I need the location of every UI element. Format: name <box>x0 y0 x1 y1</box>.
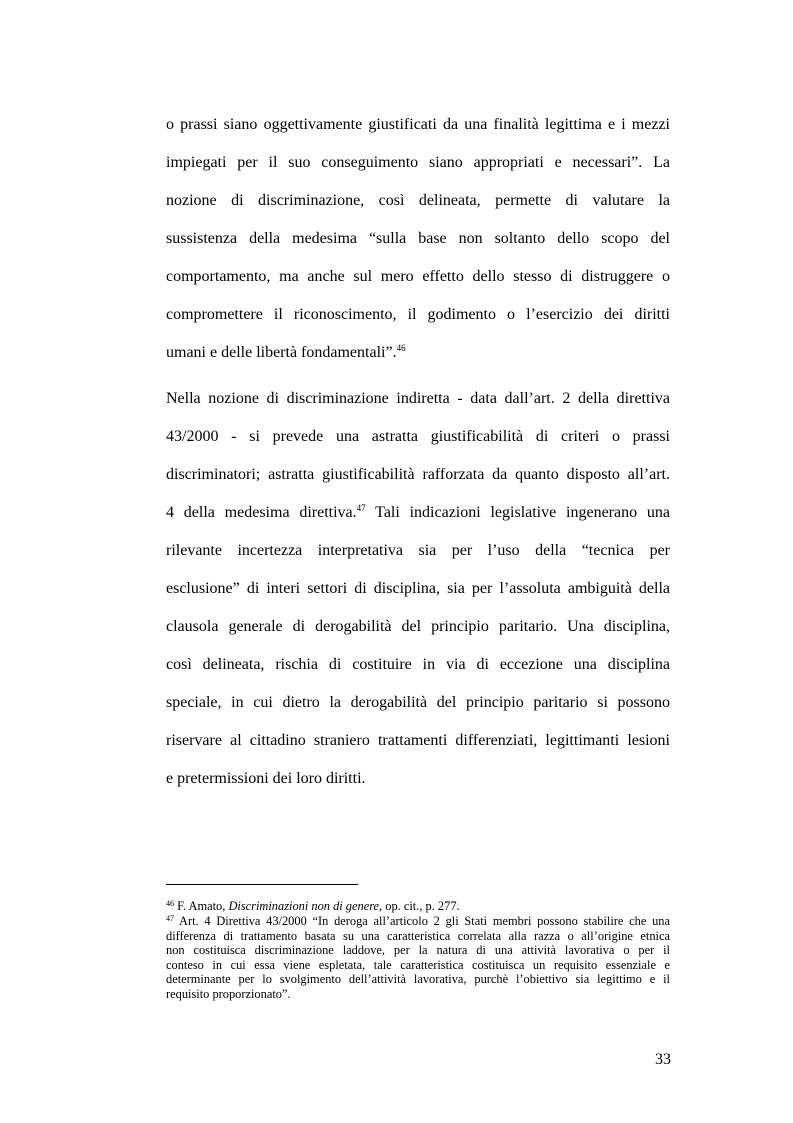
footnote-ref-47[interactable]: 47 <box>356 503 366 513</box>
footnote-ref-46[interactable]: 46 <box>396 343 406 353</box>
text-segment: Tali indicazioni legislative ingenerano una <box>365 504 670 521</box>
text-line: Nella nozione di discriminazione indiretta - data dall’art. 2 della direttiva <box>166 390 670 407</box>
footnote-number: 47 <box>166 914 174 923</box>
text-line: impiegati per il suo conseguimento siano appropriati e necessari”. La <box>166 154 670 171</box>
footnote-line: requisito proporzionato”. <box>166 987 291 1001</box>
text-segment: umani e delle libertà fondamentali”. <box>166 344 397 361</box>
footnote-title: Discriminazioni non di genere, <box>228 899 383 913</box>
footnote-line: conteso in cui essa viene espletata, tale caratteristica costituisca un requisito essenziale e <box>166 957 670 972</box>
footnote-line: differenza di trattamento basata su una caratteristica correlata alla razza o all’origine etnica <box>166 928 670 943</box>
text-line: esclusione” di interi settori di disciplina, sia per l’assoluta ambiguità della <box>166 580 670 597</box>
footnote-line: determinante per lo svolgimento dell’attività lavorativa, purchè l’obiettivo sia legittimo e il <box>166 972 670 987</box>
text-line <box>166 503 670 523</box>
text-line <box>166 343 670 363</box>
text-line: rilevante incertezza interpretativa sia per l’uso della “tecnica per <box>166 542 670 559</box>
text-line: 43/2000 - si prevede una astratta giustificabilità di criteri o prassi <box>166 428 670 445</box>
footnote-separator <box>166 884 358 885</box>
text-line: riservare al cittadino straniero trattamenti differenziati, legittimanti lesioni <box>166 732 670 749</box>
text-line: comportamento, ma anche sul mero effetto dello stesso di distruggere o <box>166 268 670 285</box>
text-line: sussistenza della medesima “sulla base non soltanto dello scopo del <box>166 230 670 247</box>
footnote-46 <box>166 899 670 914</box>
text-segment: 4 della medesima direttiva. <box>166 504 357 521</box>
text-line: o prassi siano oggettivamente giustificati da una finalità legittima e i mezzi <box>166 116 670 133</box>
footnote-text: Art. 4 Direttiva 43/2000 “In deroga all’articolo 2 gli Stati membri possono stabilire che una <box>174 914 670 928</box>
text-line: clausola generale di derogabilità del principio paritario. Una disciplina, <box>166 618 670 635</box>
footnote-author: F. Amato, <box>174 899 229 913</box>
footnote-citation: op. cit., p. 277. <box>382 899 460 913</box>
footnote-line <box>166 914 670 929</box>
text-line: discriminatori; astratta giustificabilità rafforzata da quanto disposto all’art. <box>166 466 670 483</box>
text-line: speciale, in cui dietro la derogabilità del principio paritario si possono <box>166 694 670 711</box>
text-line: e pretermissioni dei loro diritti. <box>166 770 366 787</box>
footnote-line: non costituisca discriminazione laddove, per la natura di una attività lavorativa o per il <box>166 943 670 958</box>
footnote-number: 46 <box>166 899 174 908</box>
page-number: 33 <box>655 1051 671 1068</box>
text-line: compromettere il riconoscimento, il godimento o l’esercizio dei diritti <box>166 306 670 323</box>
text-line: così delineata, rischia di costituire in via di eccezione una disciplina <box>166 656 670 673</box>
text-line: nozione di discriminazione, così delineata, permette di valutare la <box>166 192 670 209</box>
